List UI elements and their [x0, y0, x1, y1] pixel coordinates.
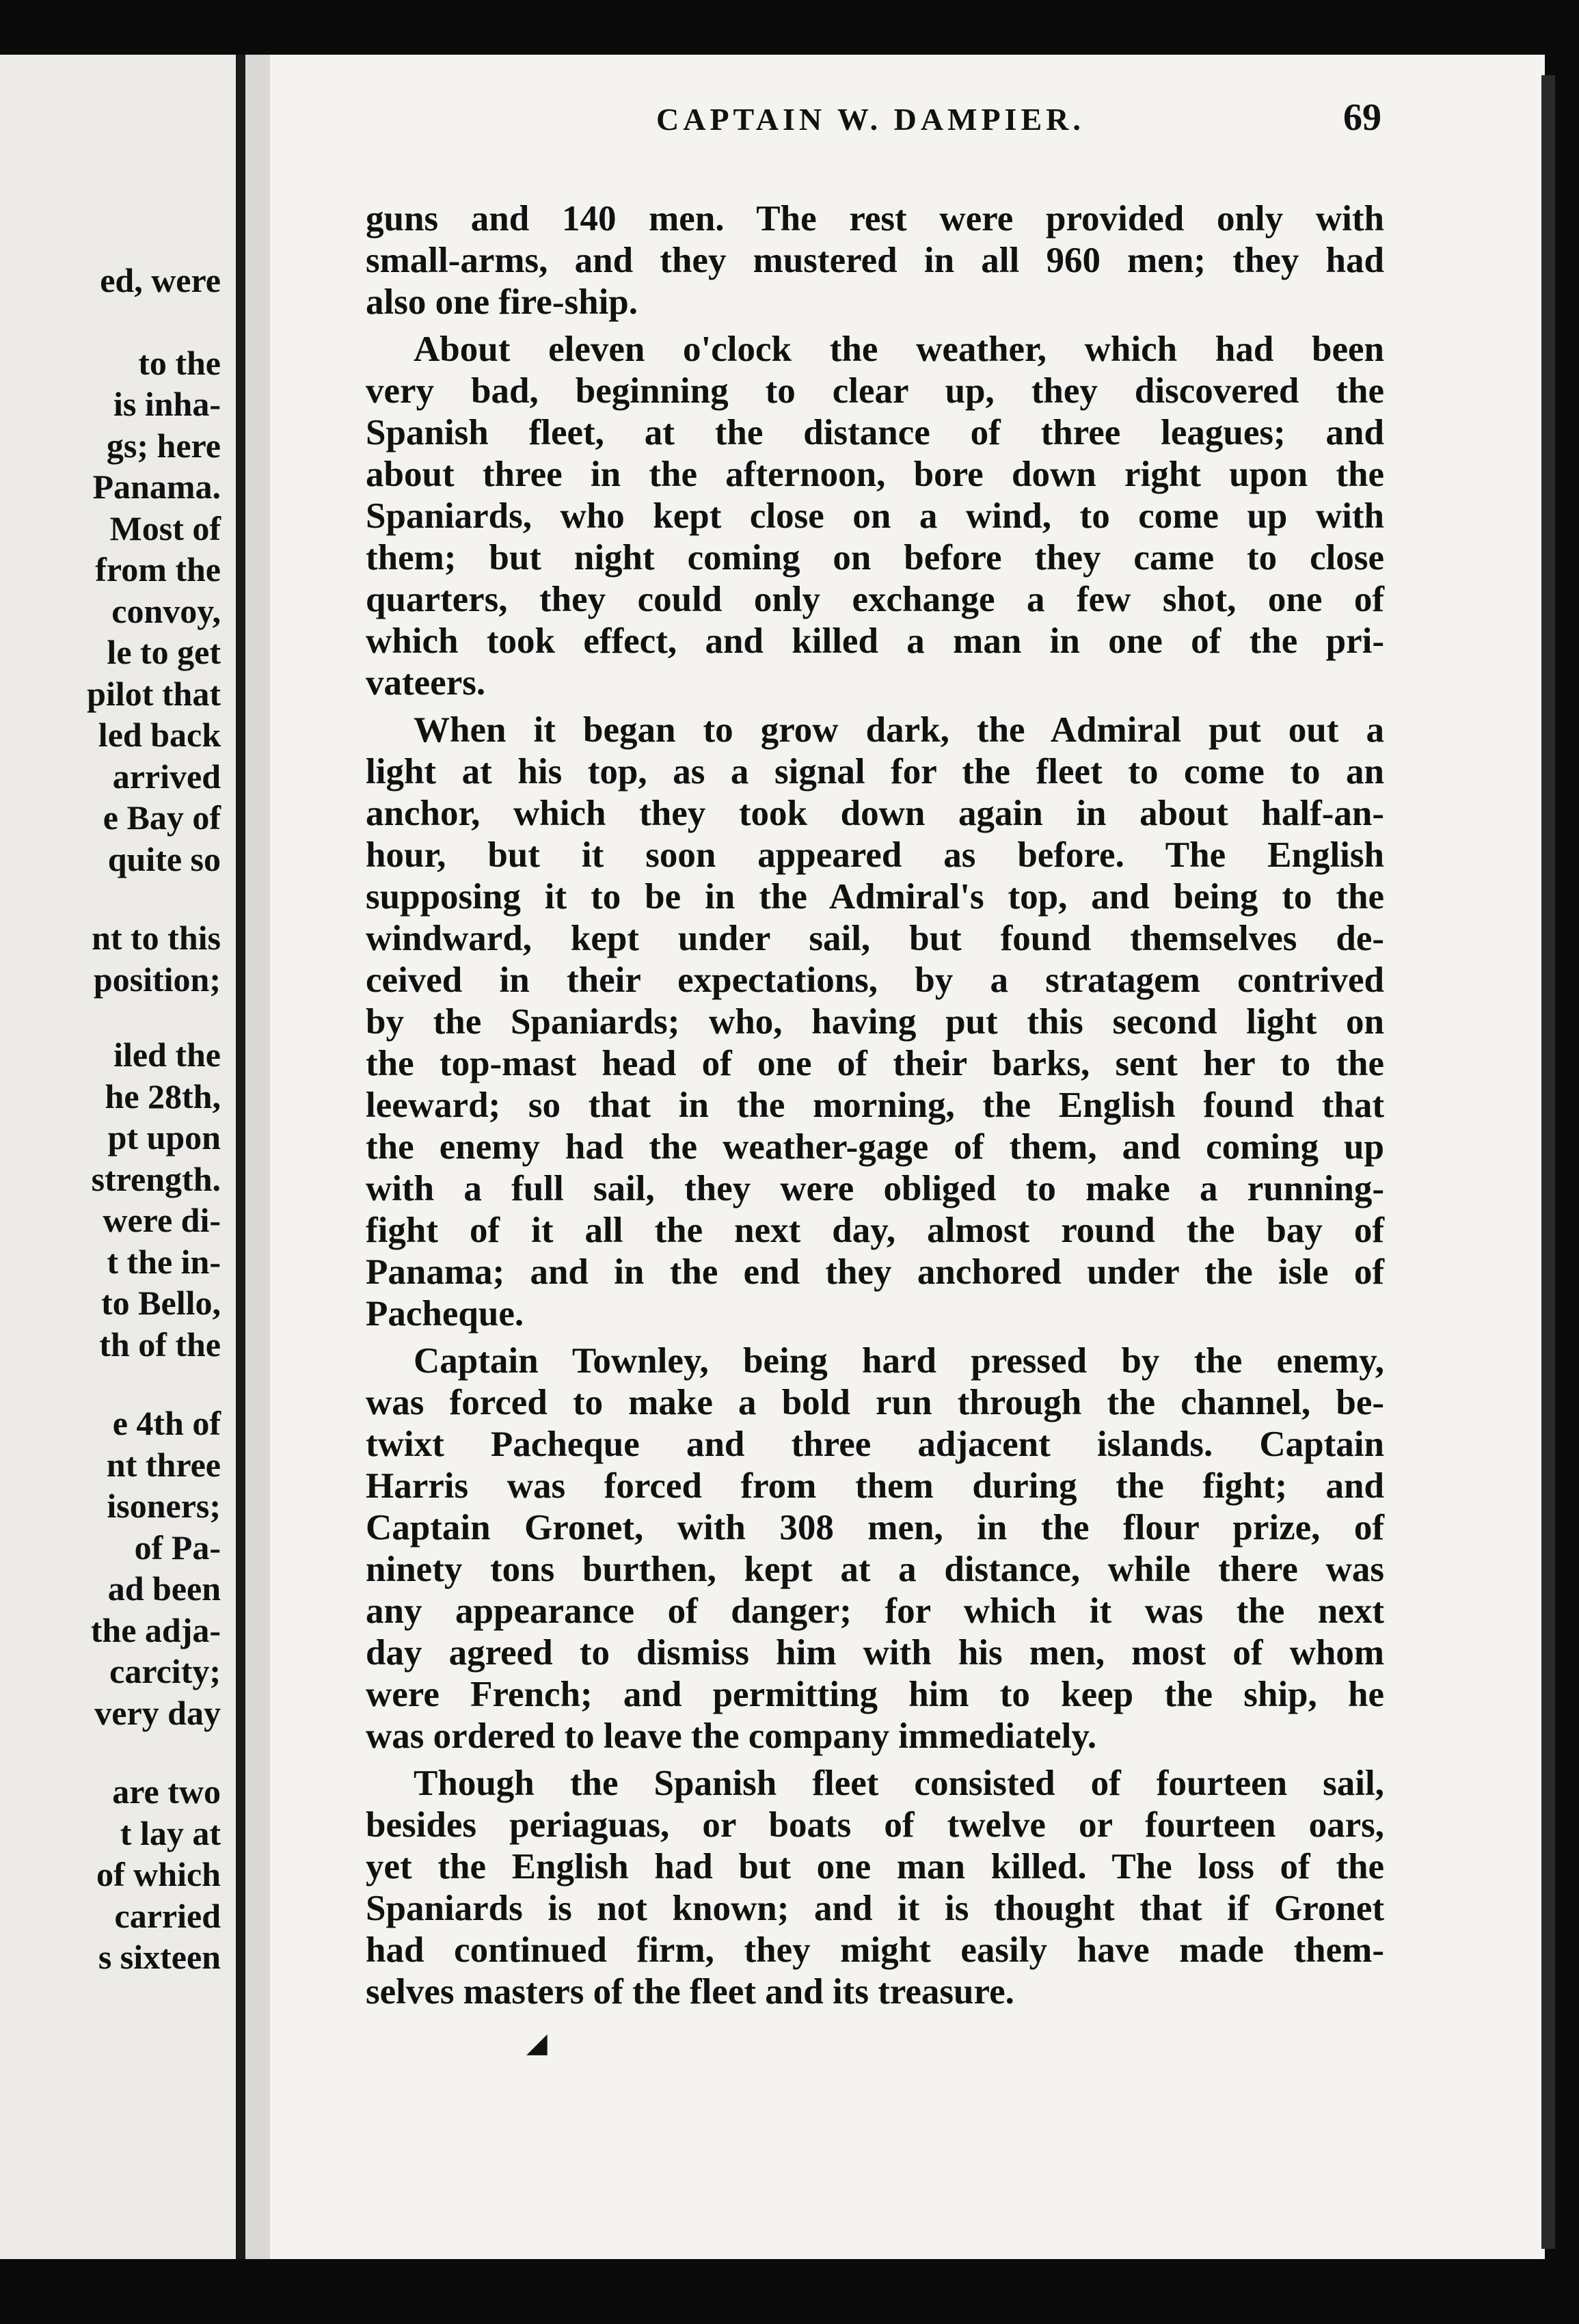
- facing-line: le to get: [107, 633, 221, 671]
- paragraph: [366, 1340, 1384, 1757]
- text-line: the enemy had the weather-gage of them, and coming up: [366, 1127, 1384, 1167]
- text-line: was ordered to leave the company immediately.: [366, 1716, 1097, 1756]
- facing-line: Panama.: [92, 468, 221, 506]
- text-line: supposing it to be in the Admiral's top, and being to the: [366, 877, 1384, 917]
- text-line: also one fire-ship.: [366, 282, 638, 322]
- facing-line: ed, were: [100, 261, 221, 299]
- facing-line: gs; here: [106, 426, 221, 465]
- facing-line: pt upon: [107, 1118, 221, 1157]
- facing-line: isoners;: [107, 1487, 221, 1525]
- text-line: Harris was forced from them during the fight; and: [366, 1466, 1384, 1506]
- facing-line: from the: [95, 550, 221, 589]
- facing-line: of which: [96, 1855, 221, 1893]
- facing-line: s sixteen: [98, 1938, 221, 1976]
- text-line: ninety tons burthen, kept at a distance, while there was: [366, 1550, 1384, 1589]
- text-line: Captain Townley, being hard pressed by the enemy,: [414, 1341, 1384, 1381]
- text-line: was forced to make a bold run through the channel, be-: [366, 1383, 1384, 1422]
- facing-line: quite so: [107, 839, 221, 878]
- text-line: anchor, which they took down again in about half-an-: [366, 794, 1384, 833]
- facing-line: nt to this: [92, 919, 221, 957]
- facing-line: convoy,: [111, 591, 221, 630]
- text-line: had continued firm, they might easily have made them-: [366, 1930, 1384, 1970]
- text-line: yet the English had but one man killed. The loss of the: [366, 1847, 1384, 1887]
- facing-line: e 4th of: [112, 1404, 221, 1442]
- text-line: Panama; and in the end they anchored under the isle of: [366, 1252, 1384, 1292]
- printer-mark-icon: ◢: [526, 2027, 548, 2058]
- text-line: Though the Spanish fleet consisted of fourteen sail,: [414, 1764, 1384, 1803]
- paragraph: [366, 198, 1384, 323]
- facing-line: the adja-: [90, 1610, 221, 1649]
- facing-line: iled the: [113, 1036, 221, 1074]
- text-line: About eleven o'clock the weather, which had been: [414, 329, 1384, 369]
- text-line: very bad, beginning to clear up, they discovered the: [366, 371, 1384, 411]
- text-line: Spaniards, who kept close on a wind, to come up with: [366, 496, 1384, 536]
- text-line: hour, but it soon appeared as before. The English: [366, 835, 1384, 875]
- facing-line: he 28th,: [105, 1077, 221, 1116]
- text-line: day agreed to dismiss him with his men, most of whom: [366, 1633, 1384, 1673]
- facing-line: position;: [93, 960, 221, 999]
- text-line: selves masters of the fleet and its treasure.: [366, 1972, 1014, 2012]
- facing-page-text: [87, 260, 221, 1978]
- text-line: leeward; so that in the morning, the English found that: [366, 1085, 1384, 1125]
- facing-line: carcity;: [109, 1652, 221, 1690]
- facing-line: of Pa-: [134, 1528, 221, 1567]
- facing-line: e Bay of: [103, 798, 221, 837]
- facing-line: strength.: [91, 1159, 221, 1198]
- text-line: Captain Gronet, with 308 men, in the flour prize, of: [366, 1508, 1384, 1548]
- facing-line: pilot that: [87, 674, 221, 713]
- facing-line: led back: [98, 716, 221, 754]
- page-edge: [1541, 75, 1555, 2249]
- facing-line: nt three: [106, 1445, 221, 1484]
- text-line: windward, kept under sail, but found themselves de-: [366, 919, 1384, 958]
- text-line: the top-mast head of one of their barks, sent her to the: [366, 1044, 1384, 1083]
- facing-line: to the: [138, 343, 221, 382]
- facing-line: are two: [112, 1772, 221, 1811]
- facing-line: carried: [114, 1896, 221, 1935]
- text-line: Spanish fleet, at the distance of three leagues; and: [366, 413, 1384, 452]
- text-line: fight of it all the next day, almost round the bay of: [366, 1211, 1384, 1250]
- facing-line: t the in-: [107, 1242, 221, 1281]
- facing-line: were di-: [103, 1201, 221, 1239]
- facing-line: th of the: [99, 1325, 221, 1364]
- text-line: quarters, they could only exchange a few shot, one of: [366, 580, 1384, 619]
- facing-line: very day: [94, 1693, 221, 1732]
- paragraph: [366, 329, 1384, 704]
- facing-line: t lay at: [120, 1813, 221, 1852]
- text-line: ceived in their expectations, by a stratagem contrived: [366, 960, 1384, 1000]
- book-gutter: [245, 55, 273, 2259]
- text-line: Pacheque.: [366, 1294, 524, 1334]
- text-line: twixt Pacheque and three adjacent islands. Captain: [366, 1424, 1384, 1464]
- page-body: [366, 198, 1384, 2018]
- facing-line: arrived: [112, 757, 221, 796]
- text-line: about three in the afternoon, bore down right upon the: [366, 455, 1384, 494]
- text-line: which took effect, and killed a man in one of the pri-: [366, 621, 1384, 661]
- text-line: any appearance of danger; for which it was the next: [366, 1591, 1384, 1631]
- running-head: CAPTAIN W. DAMPIER.: [656, 102, 1085, 137]
- paragraph: [366, 710, 1384, 1335]
- text-line: small-arms, and they mustered in all 960 men; they had: [366, 241, 1384, 280]
- text-line: by the Spaniards; who, having put this second light on: [366, 1002, 1384, 1042]
- facing-page-fragment: [0, 55, 245, 2259]
- text-line: were French; and permitting him to keep the ship, he: [366, 1675, 1384, 1714]
- facing-line: to Bello,: [101, 1284, 221, 1322]
- paragraph: [366, 1763, 1384, 2013]
- text-line: them; but night coming on before they came to close: [366, 538, 1384, 578]
- text-line: vateers.: [366, 663, 486, 703]
- text-line: When it began to grow dark, the Admiral put out a: [414, 710, 1384, 750]
- text-line: Spaniards is not known; and it is thought that if Gronet: [366, 1889, 1384, 1928]
- facing-line: Most of: [109, 509, 221, 548]
- facing-line: ad been: [107, 1569, 221, 1608]
- text-line: with a full sail, they were obliged to make a running-: [366, 1169, 1384, 1208]
- text-line: besides periaguas, or boats of twelve or fourteen oars,: [366, 1805, 1384, 1845]
- text-line: light at his top, as a signal for the fleet to come to an: [366, 752, 1384, 792]
- page-number: 69: [1343, 96, 1381, 139]
- facing-line: is inha-: [113, 385, 221, 423]
- text-line: guns and 140 men. The rest were provided only with: [366, 199, 1384, 239]
